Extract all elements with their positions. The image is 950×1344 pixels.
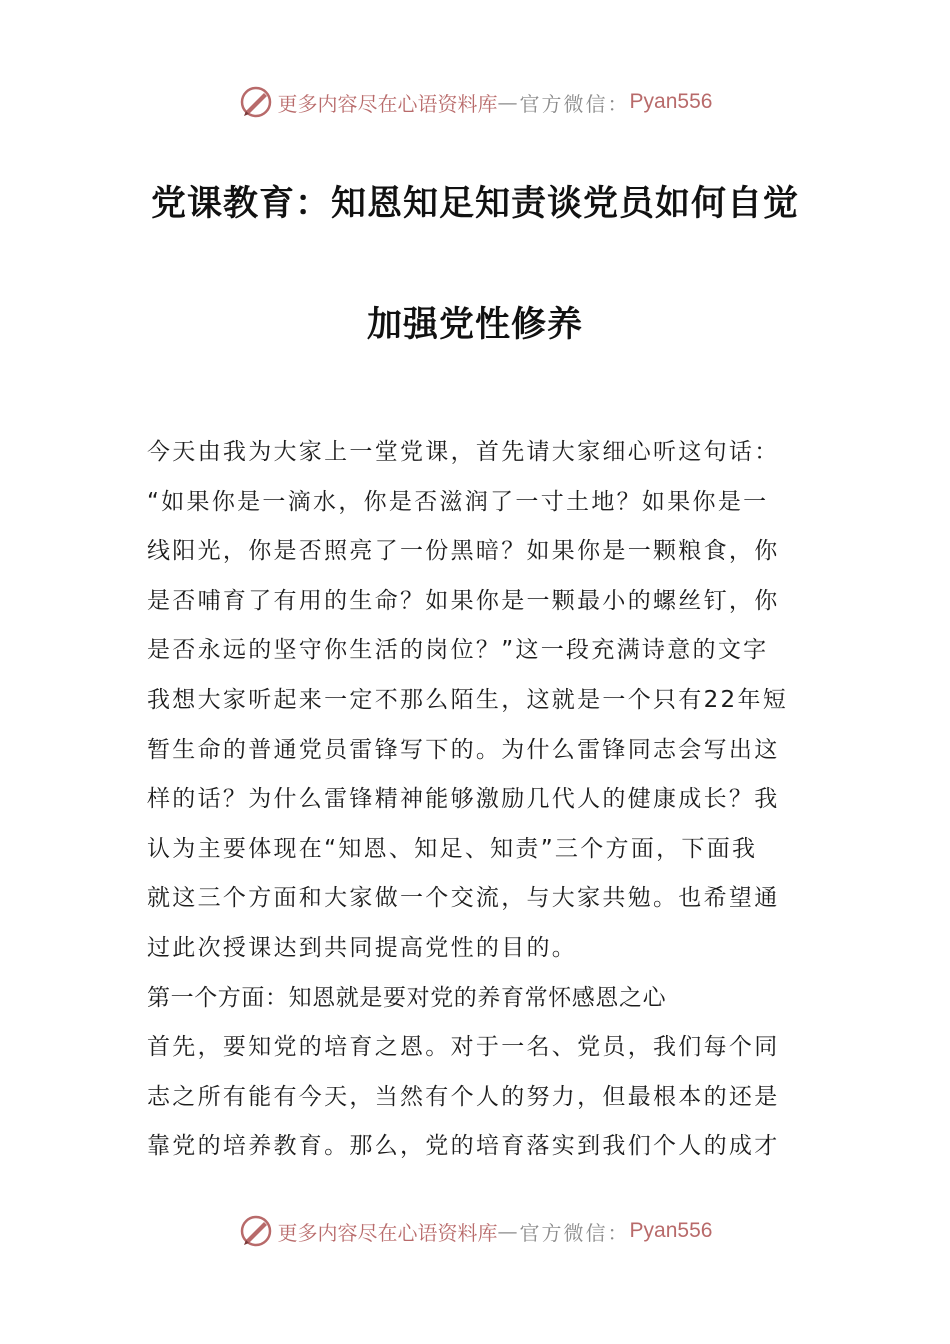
body-line: 认为主要体现在“知恩、知足、知责”三个方面，下面我 <box>147 835 758 862</box>
banner-site-text: 更多内容尽在心语资料库 <box>277 91 498 116</box>
body-line: 暂生命的普通党员雷锋写下的。为什么雷锋同志会写出这 <box>147 736 780 763</box>
document-title-line-1: 党课教育：知恩知足知责谈党员如何自觉 <box>150 183 799 224</box>
body-line: 靠党的培养教育。那么，党的培育落实到我们个人的成才 <box>147 1133 780 1160</box>
body-line: 过此次授课达到共同提高党性的目的。 <box>147 934 578 961</box>
document-body <box>147 432 807 1176</box>
header-watermark-banner <box>0 82 950 122</box>
body-line: 是否永远的坚守你生活的岗位？”这一段充满诗意的文字 <box>147 637 769 664</box>
body-line: 首先，要知党的培育之恩。对于一名、党员，我们每个同 <box>147 1034 780 1061</box>
banner-wechat-id: Pyan556 <box>629 1219 713 1242</box>
body-line: 样的话？为什么雷锋精神能够激励几代人的健康成长？我 <box>147 786 780 813</box>
footer-watermark-banner <box>0 1211 950 1251</box>
body-line: 志之所有能有今天，当然有个人的努力，但最根本的还是 <box>147 1083 780 1110</box>
body-line: 我想大家听起来一定不那么陌生，这就是一个只有22年短 <box>147 686 789 713</box>
body-line: “如果你是一滴水，你是否滋润了一寸土地？如果你是一 <box>147 488 769 515</box>
body-line: 就这三个方面和大家做一个交流，与大家共勉。也希望通 <box>147 885 780 912</box>
body-line: 线阳光，你是否照亮了一份黑暗？如果你是一颗粮食，你 <box>147 538 780 565</box>
banner-wechat-label: 官方微信： <box>519 1220 630 1245</box>
banner-wechat-id: Pyan556 <box>629 90 713 113</box>
body-line: 今天由我为大家上一堂党课，首先请大家细心听这句话： <box>147 439 780 465</box>
document-title-line-2: 加强党性修养 <box>366 304 583 345</box>
section-heading: 第一个方面：知恩就是要对党的养育常怀感恩之心 <box>147 984 667 1011</box>
pen-logo-icon <box>238 1213 274 1249</box>
pen-logo-icon <box>238 84 274 120</box>
body-line: 是否哺育了有用的生命？如果你是一颗最小的螺丝钉，你 <box>147 587 780 614</box>
banner-wechat-label: 官方微信： <box>519 91 630 116</box>
banner-site-text: 更多内容尽在心语资料库 <box>277 1220 498 1245</box>
banner-dash: — <box>497 1219 520 1243</box>
banner-dash: — <box>497 90 520 114</box>
